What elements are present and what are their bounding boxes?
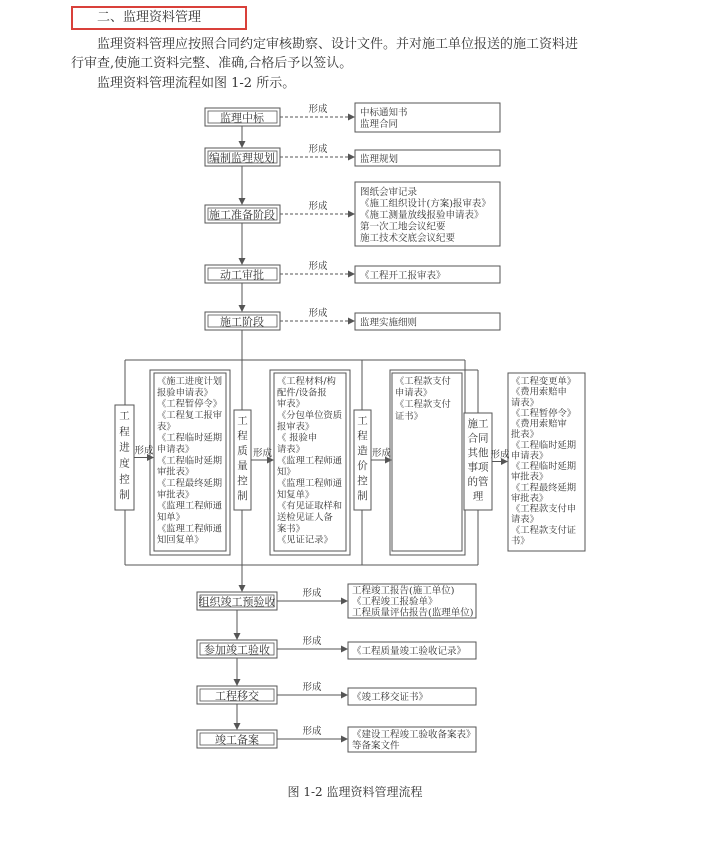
flow-arrow-head <box>239 198 246 205</box>
control-label-char: 程 <box>119 425 130 438</box>
control-label-char: 量 <box>237 460 248 472</box>
control-doc-line: 送检见证人备 <box>277 512 333 523</box>
output-doc-line: 《工程质量竣工验收记录》 <box>352 646 467 657</box>
control-label-char: 其他 <box>467 447 489 459</box>
form-label: 形成 <box>308 308 328 319</box>
control-doc-line: 知》 <box>277 466 296 478</box>
final-step-label: 竣工备案 <box>215 733 259 747</box>
output-doc-line: 《工程竣工报验单》 <box>352 596 438 608</box>
control-label-char: 程 <box>357 430 368 442</box>
output-doc-line: 《工程开工报审表》 <box>360 270 446 282</box>
control-label-char: 价 <box>357 460 368 472</box>
output-doc-line: 工程质量评估报告(监理单位) <box>352 607 474 619</box>
control-doc-line: 《费用索赔审 <box>511 418 567 430</box>
form-arrow-head <box>348 154 355 161</box>
form-arrow-head <box>341 692 348 699</box>
control-doc-line: 知回复单》 <box>157 534 204 546</box>
control-doc-line: 《工程款支付 <box>395 399 451 411</box>
output-doc-line: 《竣工移交证书》 <box>352 692 429 703</box>
section-title: 二、监理资料管理 <box>71 6 247 30</box>
form-label: 形成 <box>252 448 273 459</box>
control-doc-line: 《监理工程师通 <box>157 523 223 535</box>
form-arrow-head <box>341 598 348 605</box>
flow-arrow-head <box>234 679 241 686</box>
form-label: 形成 <box>302 588 322 599</box>
control-doc-line: 表》 <box>157 421 176 433</box>
figure-caption: 图 1-2 监理资料管理流程 <box>287 785 423 799</box>
form-label: 形成 <box>490 449 510 461</box>
control-doc-line: 《费用索赔申 <box>511 386 567 398</box>
control-doc-line: 《工程临时延期 <box>157 455 223 467</box>
control-doc-line: 批表》 <box>511 429 539 441</box>
main-step-label: 监理中标 <box>220 111 264 125</box>
output-doc-line: 监理实施细则 <box>360 317 418 329</box>
form-arrow-head <box>341 736 348 743</box>
control-doc-line: 《施工进度计划 <box>157 376 223 387</box>
output-doc-line: 图纸会审记录 <box>360 186 418 198</box>
control-doc-line: 报验申请表》 <box>157 387 213 399</box>
control-doc-line: 《工程暂停令》 <box>511 407 577 419</box>
form-label: 形成 <box>302 682 322 693</box>
control-doc-line: 审批表》 <box>157 466 195 478</box>
control-doc-line: 申请表》 <box>511 450 549 462</box>
control-doc-line: 《工程款支付证 <box>511 524 577 536</box>
form-label: 形成 <box>308 201 328 212</box>
main-step-label: 编制监理规划 <box>209 151 275 165</box>
control-doc-line: 审批表》 <box>157 489 195 501</box>
form-arrow-head <box>341 646 348 653</box>
control-doc-line: 证书》 <box>395 410 423 422</box>
form-label: 形成 <box>302 726 322 737</box>
control-doc-line: 请表》 <box>277 444 305 455</box>
main-step-label: 施工阶段 <box>220 315 264 329</box>
control-doc-line: 《工程临时延期 <box>157 432 223 444</box>
output-doc-line: 等备案文件 <box>352 740 400 752</box>
control-label-char: 控 <box>237 475 248 487</box>
control-doc-line: 《监理工程师通 <box>157 500 223 512</box>
form-arrow-head <box>348 114 355 121</box>
control-doc-line: 申请表》 <box>395 387 433 399</box>
control-doc-line: 《 报验申 <box>277 432 318 444</box>
control-label-char: 度 <box>119 457 130 470</box>
control-doc-line: 《见证记录》 <box>277 534 333 546</box>
control-doc-line: 请表》 <box>511 514 539 526</box>
main-step-label: 动工审批 <box>220 268 264 282</box>
form-arrow-head <box>348 318 355 325</box>
control-label-char: 程 <box>237 430 248 442</box>
control-label-char: 制 <box>119 489 130 502</box>
output-doc-line: 《施工组织设计(方案)报审表》 <box>360 198 491 210</box>
output-doc-line: 第一次工地会议纪要 <box>360 221 446 233</box>
paragraph-line-1: 监理资料管理应按照合同约定审核勘察、设计文件。并对施工单位报送的施工资料进 <box>97 37 579 52</box>
control-label-char: 工 <box>357 415 368 427</box>
control-doc-line: 《工程暂停令》 <box>157 398 223 410</box>
control-doc-line: 《工程复工报审 <box>157 410 223 421</box>
control-doc-line: 审批表》 <box>511 492 549 504</box>
control-doc-line: 《有见证取样和 <box>277 500 343 512</box>
output-doc-line: 《建设工程竣工验收备案表》 <box>352 729 476 741</box>
form-label: 形成 <box>302 636 322 647</box>
form-arrow-head <box>348 211 355 218</box>
control-label-char: 进 <box>119 441 130 454</box>
control-label-char: 造 <box>357 445 368 457</box>
control-label-char: 的管 <box>467 476 489 488</box>
control-doc-line: 《工程最终延期 <box>511 482 577 494</box>
control-doc-line: 《工程最终延期 <box>157 478 223 489</box>
control-doc-line: 《工程临时延期 <box>511 461 577 472</box>
paragraph-line-2: 行审查,使施工资料完整、准确,合格后予以签认。 <box>71 56 353 71</box>
flow-arrow-head <box>234 723 241 730</box>
control-label-char: 制 <box>237 490 248 502</box>
form-label: 形成 <box>308 261 328 272</box>
final-step-label: 工程移交 <box>215 689 259 703</box>
control-doc-line: 审批表》 <box>511 471 549 483</box>
form-arrow-head <box>348 271 355 278</box>
control-doc-line: 知单》 <box>157 512 185 523</box>
control-label-char: 控 <box>357 475 368 487</box>
final-step-label: 参加竣工验收 <box>204 643 270 657</box>
control-doc-line: 《监理工程师通 <box>277 455 343 467</box>
output-doc-line: 《施工测量放线报验申请表》 <box>360 209 484 221</box>
control-label-char: 质 <box>237 445 248 457</box>
control-doc-line: 知复单》 <box>277 489 315 501</box>
flow-arrow-head <box>239 305 246 312</box>
output-doc-line: 监理规划 <box>360 153 399 165</box>
control-doc-line: 配件/设备报 <box>277 387 327 399</box>
control-doc-line: 《工程变更单》 <box>511 376 577 387</box>
control-doc-line: 《工程临时延期 <box>511 439 577 451</box>
control-doc-line: 报审表》 <box>277 421 315 433</box>
control-doc-line: 申请表》 <box>157 444 195 455</box>
paragraph-line-3: 监理资料管理流程如图 1-2 所示。 <box>97 76 296 91</box>
control-label-char: 施工 <box>467 418 489 430</box>
output-doc-line: 监理合同 <box>360 119 399 130</box>
flow-arrow-head <box>239 141 246 148</box>
control-doc-line: 《工程款支付 <box>395 376 451 387</box>
control-doc-line: 案书》 <box>277 523 305 535</box>
control-doc-line: 书》 <box>511 535 530 547</box>
control-label-char: 工 <box>237 415 248 427</box>
flow-arrow-head <box>234 633 241 640</box>
output-doc-line: 工程竣工报告(施工单位) <box>352 585 455 597</box>
form-label: 形成 <box>308 144 328 155</box>
control-label-char: 理 <box>472 490 484 503</box>
control-doc-line: 《工程材料/构 <box>277 376 336 387</box>
control-doc-line: 请表》 <box>511 397 539 409</box>
main-step-label: 施工准备阶段 <box>209 208 275 222</box>
control-label-char: 事项 <box>467 461 489 474</box>
form-label: 形成 <box>308 104 328 115</box>
control-doc-line: 《工程款支付申 <box>511 503 577 515</box>
control-doc-line: 审表》 <box>277 398 305 410</box>
final-step-label: 组织竣工预验收 <box>198 595 276 609</box>
control-doc-line: 《监理工程师通 <box>277 478 343 489</box>
control-label-char: 合同 <box>467 432 489 445</box>
output-doc-line: 施工技术交底会议纪要 <box>360 232 456 244</box>
flow-arrow-head <box>239 585 246 592</box>
control-doc-line: 《分包单位资质 <box>277 410 343 421</box>
control-label-char: 控 <box>119 473 130 486</box>
form-label: 形成 <box>371 448 392 459</box>
flow-arrow-head <box>239 258 246 265</box>
control-label-char: 工 <box>119 410 130 422</box>
form-label: 形成 <box>134 445 154 457</box>
control-label-char: 制 <box>357 490 368 502</box>
output-doc-line: 中标通知书 <box>360 107 408 119</box>
